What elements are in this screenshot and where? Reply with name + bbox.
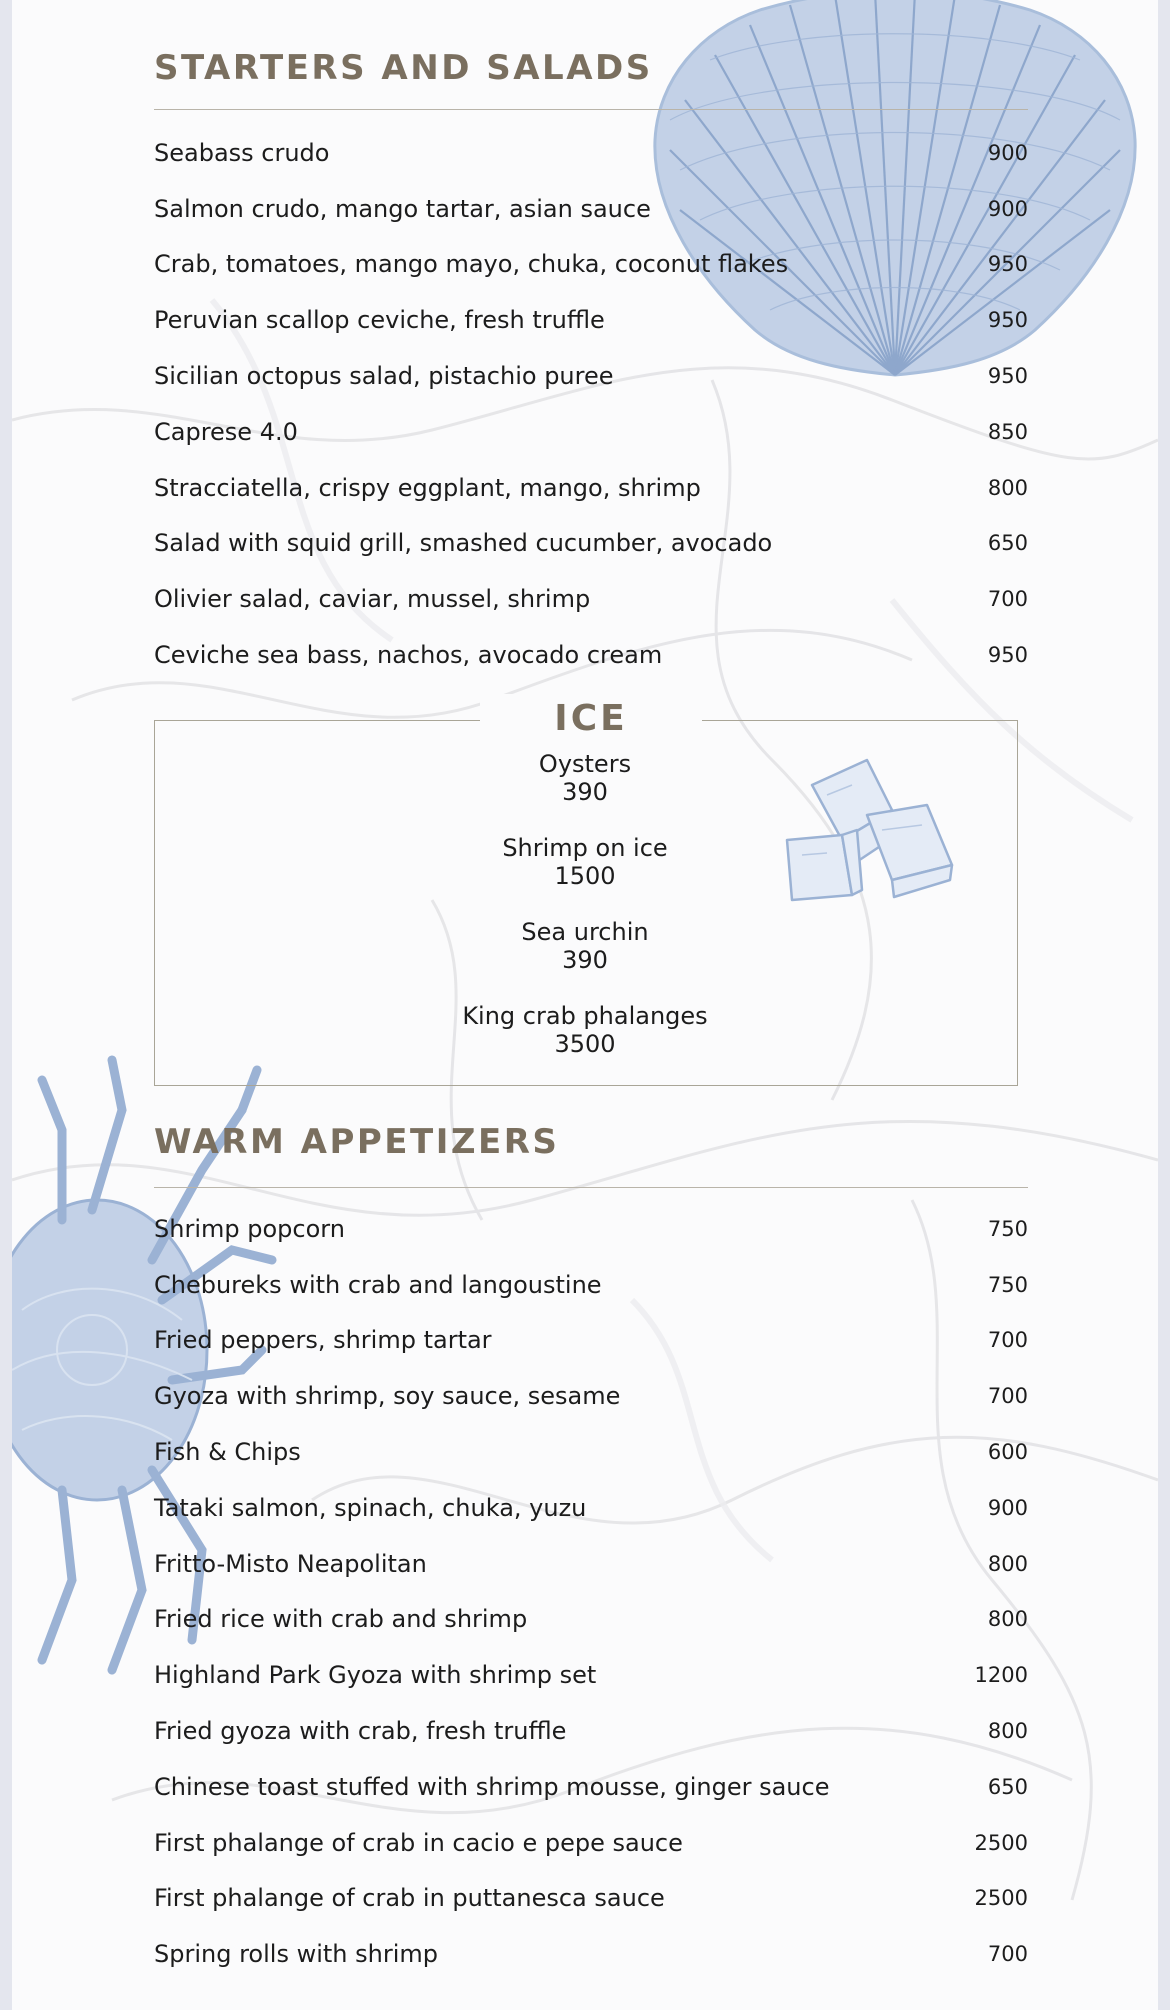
menu-item <box>154 1201 1028 1257</box>
menu-item <box>154 125 1028 181</box>
item-price: 950 <box>987 643 1028 668</box>
item-price: 650 <box>987 1774 1028 1799</box>
ice-list <box>154 750 1016 1086</box>
item-name: Shrimp on ice <box>502 834 668 862</box>
menu-item <box>154 1536 1028 1592</box>
menu-page <box>12 0 1158 2010</box>
menu-item <box>154 627 1028 683</box>
item-name: Salad with squid grill, smashed cucumber, avocado <box>154 529 773 558</box>
item-price: 2500 <box>974 1830 1028 1855</box>
item-price: 850 <box>987 419 1028 444</box>
menu-item <box>154 1257 1028 1313</box>
item-price: 390 <box>562 946 608 974</box>
item-price: 700 <box>987 1384 1028 1409</box>
item-price: 2500 <box>974 1886 1028 1911</box>
item-name: Olivier salad, caviar, mussel, shrimp <box>154 585 591 614</box>
item-price: 750 <box>987 1272 1028 1297</box>
item-price: 750 <box>987 1216 1028 1241</box>
menu-item <box>154 1480 1028 1536</box>
item-name: Fried rice with crab and shrimp <box>154 1605 528 1634</box>
menu-item <box>154 1424 1028 1480</box>
item-price: 950 <box>987 252 1028 277</box>
item-name: Ceviche sea bass, nachos, avocado cream <box>154 641 663 670</box>
item-name: First phalange of crab in cacio e pepe sauce <box>154 1828 683 1857</box>
item-name: Seabass crudo <box>154 138 330 167</box>
menu-item <box>154 292 1028 348</box>
warm-divider <box>154 1187 1028 1188</box>
menu-item <box>154 237 1028 293</box>
ice-title: ICE <box>480 694 702 744</box>
item-name: Spring rolls with shrimp <box>154 1940 438 1969</box>
item-price: 950 <box>987 364 1028 389</box>
item-price: 950 <box>987 308 1028 333</box>
menu-item <box>154 571 1028 627</box>
menu-item <box>154 1368 1028 1424</box>
item-name: Chinese toast stuffed with shrimp mousse, ginger sauce <box>154 1772 830 1801</box>
item-price: 900 <box>987 196 1028 221</box>
item-name: Oysters <box>538 750 632 778</box>
item-price: 700 <box>987 1328 1028 1353</box>
item-name: Caprese 4.0 <box>154 417 298 446</box>
menu-item <box>154 1759 1028 1815</box>
menu-item <box>154 1815 1028 1871</box>
menu-item <box>154 404 1028 460</box>
item-price: 800 <box>987 1551 1028 1576</box>
item-name: Sicilian octopus salad, pistachio puree <box>154 362 614 391</box>
item-name: First phalange of crab in puttanesca sauce <box>154 1884 665 1913</box>
starters-list <box>154 125 1028 683</box>
item-name: Highland Park Gyoza with shrimp set <box>154 1661 597 1690</box>
item-price: 700 <box>987 587 1028 612</box>
item-price: 1200 <box>974 1663 1028 1688</box>
menu-item <box>154 1871 1028 1927</box>
menu-item <box>154 348 1028 404</box>
ice-item <box>154 750 1016 834</box>
menu-item <box>154 181 1028 237</box>
item-name: Gyoza with shrimp, soy sauce, sesame <box>154 1382 621 1411</box>
item-name: Salmon crudo, mango tartar, asian sauce <box>154 194 651 223</box>
item-name: Stracciatella, crispy eggplant, mango, shrimp <box>154 473 701 502</box>
item-name: Sea urchin <box>521 918 649 946</box>
starters-title: STARTERS AND SALADS <box>154 48 653 88</box>
item-name: Chebureks with crab and langoustine <box>154 1270 602 1299</box>
starters-divider <box>154 109 1028 110</box>
item-price: 800 <box>987 1719 1028 1744</box>
item-price: 600 <box>987 1440 1028 1465</box>
item-name: Fried gyoza with crab, fresh truffle <box>154 1717 567 1746</box>
menu-item <box>154 1703 1028 1759</box>
item-price: 650 <box>987 531 1028 556</box>
item-price: 900 <box>987 1495 1028 1520</box>
item-price: 390 <box>562 778 608 806</box>
item-name: Tataki salmon, spinach, chuka, yuzu <box>154 1493 587 1522</box>
warm-list <box>154 1201 1028 1982</box>
ice-item <box>154 918 1016 1002</box>
menu-item <box>154 1592 1028 1648</box>
item-price: 1500 <box>554 862 616 890</box>
item-price: 800 <box>987 475 1028 500</box>
item-price: 3500 <box>554 1030 616 1058</box>
item-name: Crab, tomatoes, mango mayo, chuka, coconut flakes <box>154 250 789 279</box>
item-price: 700 <box>987 1942 1028 1967</box>
menu-item <box>154 1313 1028 1369</box>
item-name: Fish & Chips <box>154 1438 301 1467</box>
menu-item <box>154 460 1028 516</box>
item-name: Fritto-Misto Neapolitan <box>154 1549 427 1578</box>
item-name: King crab phalanges <box>462 1002 708 1030</box>
item-name: Shrimp popcorn <box>154 1214 345 1243</box>
item-name: Peruvian scallop ceviche, fresh truffle <box>154 306 605 335</box>
item-price: 800 <box>987 1607 1028 1632</box>
menu-item <box>154 516 1028 572</box>
ice-item <box>154 1002 1016 1086</box>
warm-title: WARM APPETIZERS <box>154 1122 560 1162</box>
menu-item <box>154 1926 1028 1982</box>
item-price: 900 <box>987 140 1028 165</box>
item-name: Fried peppers, shrimp tartar <box>154 1326 492 1355</box>
menu-item <box>154 1647 1028 1703</box>
ice-item <box>154 834 1016 918</box>
